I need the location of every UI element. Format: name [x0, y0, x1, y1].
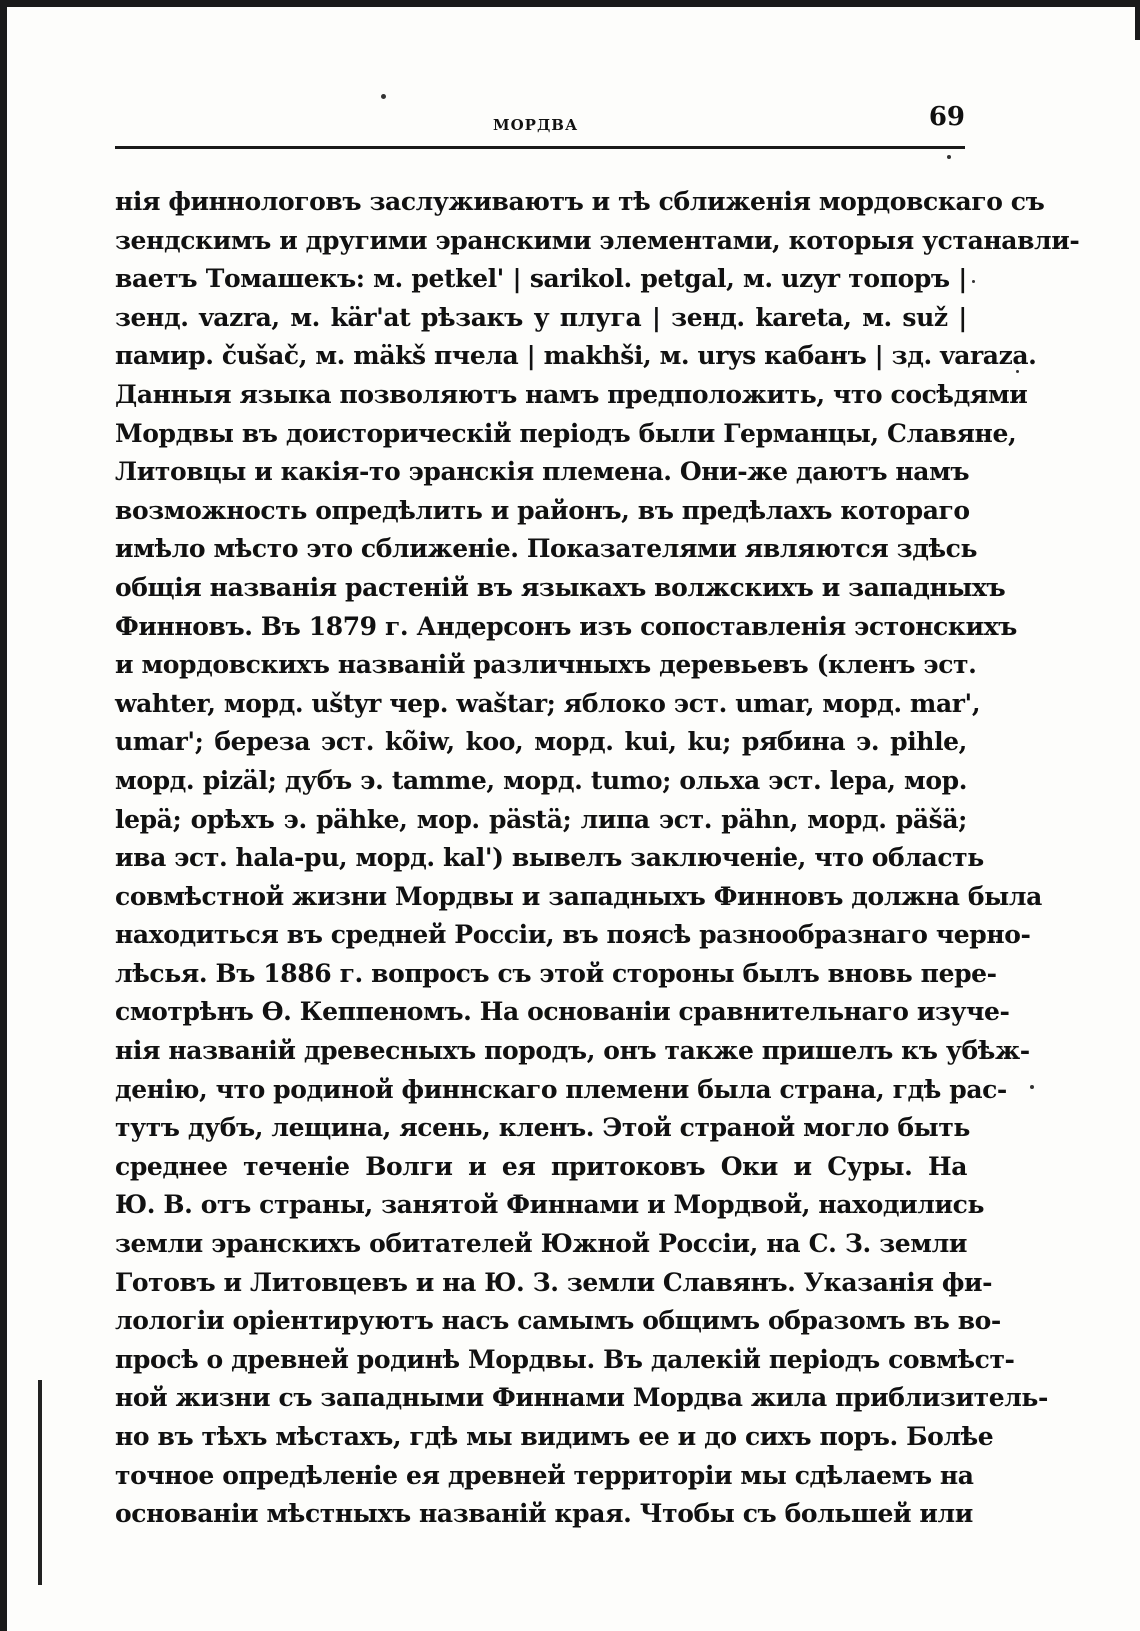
text-line: лологіи оріентируютъ насъ самымъ общимъ образомъ въ во-: [115, 1306, 1001, 1336]
text-line: земли эранскихъ обитателей Южной Россіи, на С. З. земли: [115, 1229, 967, 1259]
text-line: Литовцы и какія-то эранскія племена. Они-же даютъ намъ: [115, 457, 970, 487]
text-line: морд. pizäl; дубъ э. tamme, морд. tumo; ольха эст. lepa, мор.: [115, 765, 967, 795]
text-line: lepä; орѣхъ э. pähke, мор. pästä; липа эст. pähn, морд. päšä;: [115, 804, 967, 834]
text-line: Готовъ и Литовцевъ и на Ю. З. земли Славянъ. Указанія фи-: [115, 1267, 993, 1297]
text-line: Ю. В. отъ страны, занятой Финнами и Мордвой, находились: [115, 1190, 985, 1220]
text-line: возможность опредѣлить и районъ, въ предѣлахъ котораго: [115, 495, 970, 525]
scan-margin-mark: [38, 1380, 42, 1585]
text-line: находиться въ средней Россіи, въ поясѣ разнообразнаго черно-: [115, 920, 1031, 950]
page-header: [115, 100, 965, 140]
text-line: wahter, морд. uštyr чер. waštar; яблоко эст. umar, морд. mar',: [115, 688, 981, 718]
text-line: Данныя языка позволяютъ намъ предположить, что сосѣдями: [115, 379, 1028, 409]
text-line: тутъ дубъ, лещина, ясень, кленъ. Этой страной могло быть: [115, 1113, 970, 1143]
scan-speck: [1016, 370, 1019, 373]
text-line: зендскимъ и другими эранскими элементами, которыя устанавли-: [115, 225, 1080, 255]
text-line: ваетъ Томашекъ: м. petkel' | sarikol. petgal, м. uzyr топоръ |: [115, 264, 967, 294]
text-line: ной жизни съ западными Финнами Мордва жила приблизитель-: [115, 1383, 1048, 1413]
text-line: точное опредѣленіе ея древней территоріи мы сдѣлаемъ на: [115, 1460, 974, 1490]
running-title: МОРДВА: [493, 116, 579, 134]
text-line: денію, что родиной финнскаго племени была страна, гдѣ рас-: [115, 1074, 1007, 1104]
text-line: и мордовскихъ названій различныхъ деревьевъ (кленъ эст.: [115, 650, 977, 680]
text-line: ива эст. hala-pu, морд. kal') вывелъ заключеніе, что область: [115, 843, 984, 873]
text-line: но въ тѣхъ мѣстахъ, гдѣ мы видимъ ее и до сихъ поръ. Болѣе: [115, 1422, 994, 1451]
text-line: Мордвы въ доисторическій періодъ были Германцы, Славяне,: [115, 418, 1017, 448]
scan-speck: [972, 280, 975, 283]
scan-speck: [947, 155, 951, 159]
scan-top-edge: [0, 0, 1140, 7]
text-line: основаніи мѣстныхъ названій края. Чтобы съ большей или: [115, 1499, 973, 1529]
text-line: смотрѣнъ Ѳ. Кеппеномъ. На основаніи сравнительнаго изуче-: [115, 997, 1010, 1027]
scan-left-edge: [0, 0, 7, 1631]
text-line: совмѣстной жизни Мордвы и западныхъ Финновъ должна была: [115, 881, 1042, 911]
header-rule: [115, 146, 965, 149]
text-line: памир. čušač, м. mäkš пчела | makhši, м. urys кабанъ | зд. varaza.: [115, 341, 1037, 371]
text-line: общія названія растеній въ языкахъ волжскихъ и западныхъ: [115, 572, 1006, 602]
body-text: [115, 183, 1080, 1534]
scan-right-edge-mark: [1135, 0, 1140, 40]
text-line: зенд. vazra, м. kär'at рѣзакъ у плуга | зенд. kareta, м. suž |: [115, 302, 967, 332]
text-line: среднее теченіе Волги и ея притоковъ Оки и Суры. На: [115, 1151, 967, 1181]
page-number: 69: [928, 102, 965, 132]
text-line: Финновъ. Въ 1879 г. Андерсонъ изъ сопоставленія эстонскихъ: [115, 611, 1017, 641]
text-line: просѣ о древней родинѣ Мордвы. Въ далекій періодъ совмѣст-: [115, 1344, 1015, 1374]
scan-speck: [381, 94, 386, 99]
text-line: нія названій древесныхъ породъ, онъ также пришелъ къ убѣж-: [115, 1036, 1030, 1066]
text-line: нія финнологовъ заслуживаютъ и тѣ сближенія мордовскаго съ: [115, 187, 1045, 216]
text-line: лѣсья. Въ 1886 г. вопросъ съ этой стороны былъ вновь пере-: [115, 958, 997, 988]
text-line: имѣло мѣсто это сближеніе. Показателями являются здѣсь: [115, 534, 978, 564]
text-line: umar'; береза эст. kõiw, koo, морд. kui, ku; рябина э. pihle,: [115, 727, 967, 757]
scan-speck: [1030, 1085, 1034, 1089]
